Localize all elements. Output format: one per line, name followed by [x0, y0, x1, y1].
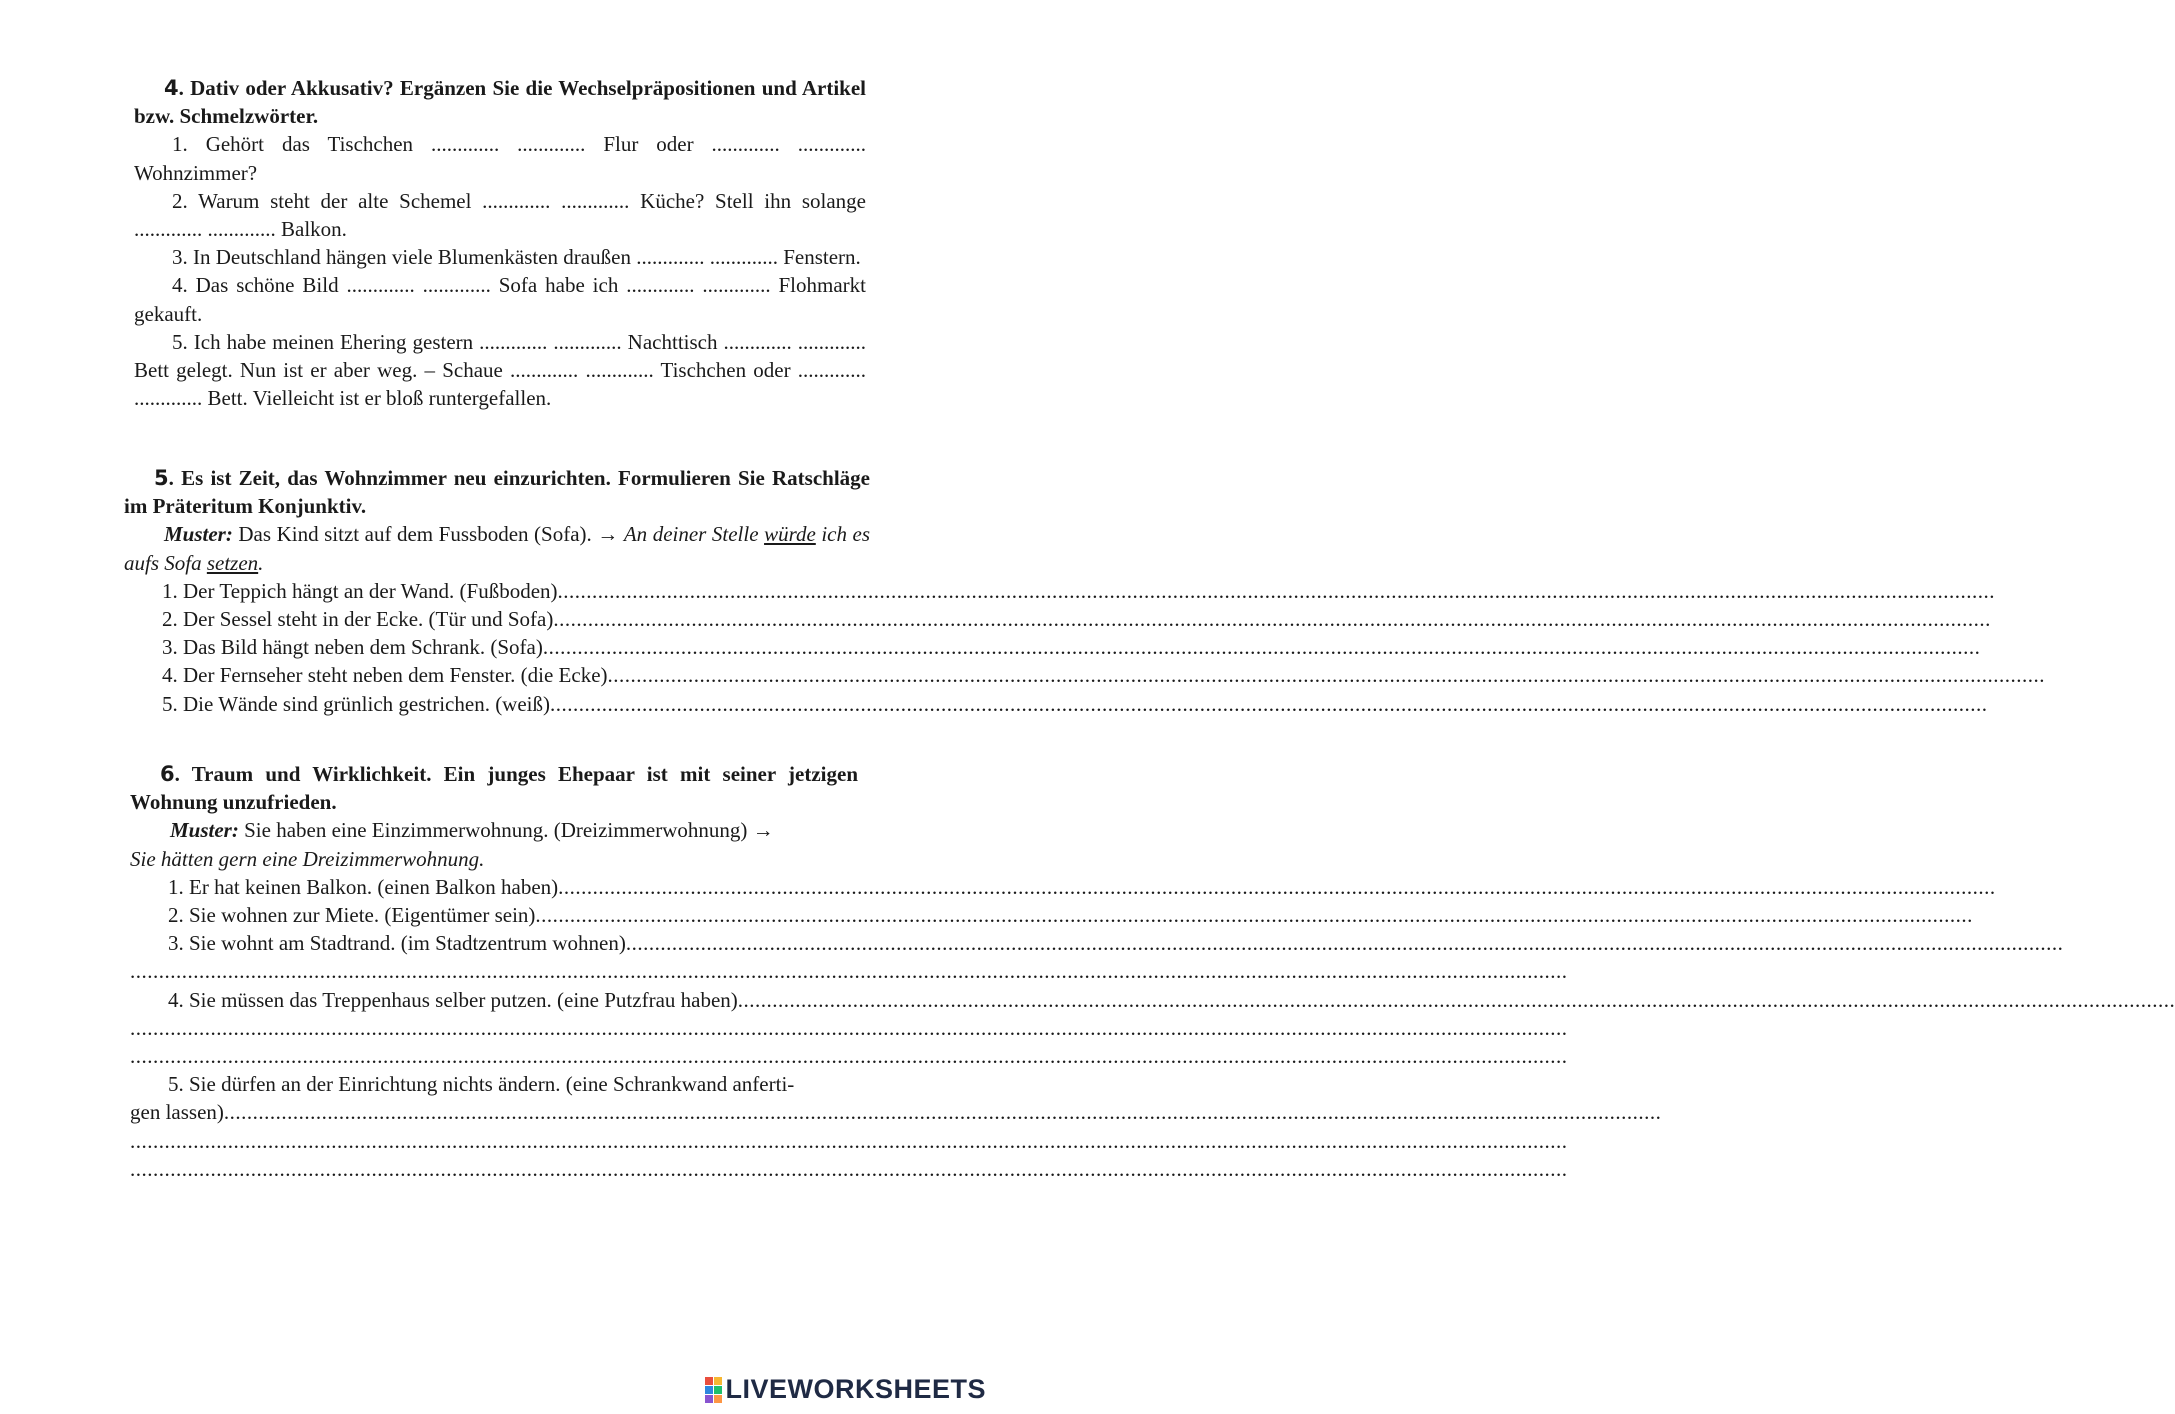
logo-square: [714, 1386, 722, 1394]
answer-line[interactable]: ..........................................................................................................................................................................................................................................................: [130, 1015, 1568, 1040]
example-answer: Sie hätten gern eine Dreizimmerwohnung.: [130, 846, 485, 871]
exercise-6-item-2-text: 2. Sie wohnen zur Miete. (Eigentümer sein): [168, 903, 536, 928]
liveworksheets-logo: [705, 1374, 986, 1405]
exercise-4-title: . Dativ oder Akkusativ? Ergänzen Sie die Wechselpräpositionen und Artikel bzw. Schmelzwörter.: [134, 76, 866, 129]
answer-line[interactable]: ..........................................................................................................................................................................................................................................................: [130, 1128, 1568, 1153]
exercise-5-item-5-text: 5. Die Wände sind grünlich gestrichen. (weiß): [162, 691, 550, 716]
exercise-5-item-4-text: 4. Der Fernseher steht neben dem Fenster. (die Ecke): [162, 663, 608, 688]
exercise-6-item-3: [130, 929, 2064, 957]
exercise-5-title: . Es ist Zeit, das Wohnzimmer neu einzurichten. Formulieren Sie Ratschläge im Präteritum Konjunktiv.: [124, 466, 870, 519]
exercise-5-item-2-text: 2. Der Sessel steht in der Ecke. (Tür und Sofa): [162, 607, 554, 632]
exercise-6-item-3-text: 3. Sie wohnt am Stadtrand. (im Stadtzentrum wohnen): [168, 931, 626, 956]
exercise-6-item-4: [130, 986, 2175, 1014]
exercise-5: [124, 464, 2046, 718]
exercise-5-item-3-text: 3. Das Bild hängt neben dem Schrank. (Sofa): [162, 635, 543, 660]
answer-line[interactable]: ..........................................................................................................................................................................................................................................................: [550, 691, 1988, 716]
exercise-6-item-5-text: 5. Sie dürfen an der Einrichtung nichts ändern. (eine Schrankwand anferti-: [168, 1072, 795, 1097]
exercise-6: [130, 760, 2175, 1183]
exercise-4-heading: [134, 74, 866, 130]
exercise-6-item-5-cont: [130, 1098, 1662, 1126]
exercise-5-item-5: [124, 690, 1988, 718]
example-label: Muster:: [170, 818, 239, 843]
logo-icon: [705, 1377, 722, 1403]
example-answer-underlined-2: setzen: [206, 550, 259, 575]
exercise-6-item-4-text: 4. Sie müssen das Treppenhaus selber putzen. (eine Putzfrau haben): [168, 987, 738, 1012]
exercise-6-item-5-text-cont: gen lassen): [130, 1100, 224, 1125]
answer-line[interactable]: ..........................................................................................................................................................................................................................................................: [557, 578, 1996, 603]
logo-text: LIVEWORKSHEETS: [725, 1374, 986, 1404]
answer-line[interactable]: ..........................................................................................................................................................................................................................................................: [737, 987, 2175, 1012]
exercise-5-item-1: [124, 577, 1996, 605]
logo-square: [705, 1386, 713, 1394]
answer-line[interactable]: ..........................................................................................................................................................................................................................................................: [130, 1044, 1568, 1069]
exercise-6-item-1-text: 1. Er hat keinen Balkon. (einen Balkon haben): [168, 874, 559, 899]
example-answer-underlined-1: würde: [764, 522, 816, 547]
answer-line[interactable]: ..........................................................................................................................................................................................................................................................: [130, 1156, 1568, 1181]
exercise-4-item-3: 3. In Deutschland hängen viele Blumenkästen draußen ............. ............. Fenstern.: [172, 245, 861, 270]
exercise-5-number: 5: [154, 466, 169, 490]
exercise-6-example: [130, 816, 858, 844]
answer-line[interactable]: ..........................................................................................................................................................................................................................................................: [625, 931, 2064, 956]
logo-square: [705, 1377, 713, 1385]
example-answer-part-1: An deiner Stelle: [623, 522, 765, 547]
answer-line[interactable]: ..........................................................................................................................................................................................................................................................: [558, 874, 1996, 899]
exercise-5-item-2: [124, 605, 1991, 633]
answer-line[interactable]: ..........................................................................................................................................................................................................................................................: [542, 635, 1981, 660]
exercise-5-example: [124, 520, 870, 576]
answer-line[interactable]: ..........................................................................................................................................................................................................................................................: [553, 607, 1991, 632]
example-text: Sie haben eine Einzimmerwohnung. (Dreizimmerwohnung) →: [238, 818, 774, 843]
exercise-4-number: 4: [164, 76, 179, 100]
exercise-4: [134, 74, 866, 412]
answer-line[interactable]: ..........................................................................................................................................................................................................................................................: [223, 1100, 1662, 1125]
exercise-4-item-2: 2. Warum steht der alte Schemel ............. ............. Küche? Stell ihn solange ............. ............. Balkon.: [134, 188, 866, 242]
exercise-4-item-1: 1. Gehört das Tischchen ............. ............. Flur oder ............. ............. Wohnzimmer?: [134, 132, 866, 185]
exercise-6-title: . Traum und Wirklichkeit. Ein junges Ehepaar ist mit seiner jetzigen Wohnung unzufrieden.: [130, 762, 858, 815]
exercise-6-item-2: [130, 901, 1973, 929]
exercise-6-item-1: [130, 873, 1996, 901]
logo-square: [714, 1395, 722, 1403]
example-answer-part-2: ich es aufs Sofa: [124, 522, 871, 575]
exercise-5-item-3: [124, 633, 1981, 661]
exercise-4-item-4: 4. Das schöne Bild ............. ............. Sofa habe ich ............. ............. Flohmarkt gekauft.: [134, 273, 866, 326]
exercise-6-heading: [130, 760, 858, 816]
example-answer-part-3: .: [258, 550, 264, 575]
logo-square: [705, 1395, 713, 1403]
answer-line[interactable]: ..........................................................................................................................................................................................................................................................: [130, 959, 1568, 984]
example-text: Das Kind sitzt auf dem Fussboden (Sofa). →: [232, 522, 624, 547]
exercise-6-number: 6: [160, 762, 175, 786]
logo-square: [714, 1377, 722, 1385]
exercise-5-item-4: [124, 661, 2046, 689]
exercise-5-item-1-text: 1. Der Teppich hängt an der Wand. (Fußboden): [162, 578, 558, 603]
example-label: Muster:: [164, 522, 233, 547]
exercise-5-heading: [124, 464, 870, 520]
exercise-4-item-5: 5. Ich habe meinen Ehering gestern ............. ............. Nachttisch ............. ............. Bett gelegt. Nun ist er aber weg. – Schaue ............. ............. Tischchen oder ............. ............. Bett. Vielleicht ist er bloß runtergefallen.: [134, 329, 866, 411]
answer-line[interactable]: ..........................................................................................................................................................................................................................................................: [607, 663, 2046, 688]
exercise-6-item-5: [130, 1070, 858, 1098]
answer-line[interactable]: ..........................................................................................................................................................................................................................................................: [535, 903, 1973, 928]
